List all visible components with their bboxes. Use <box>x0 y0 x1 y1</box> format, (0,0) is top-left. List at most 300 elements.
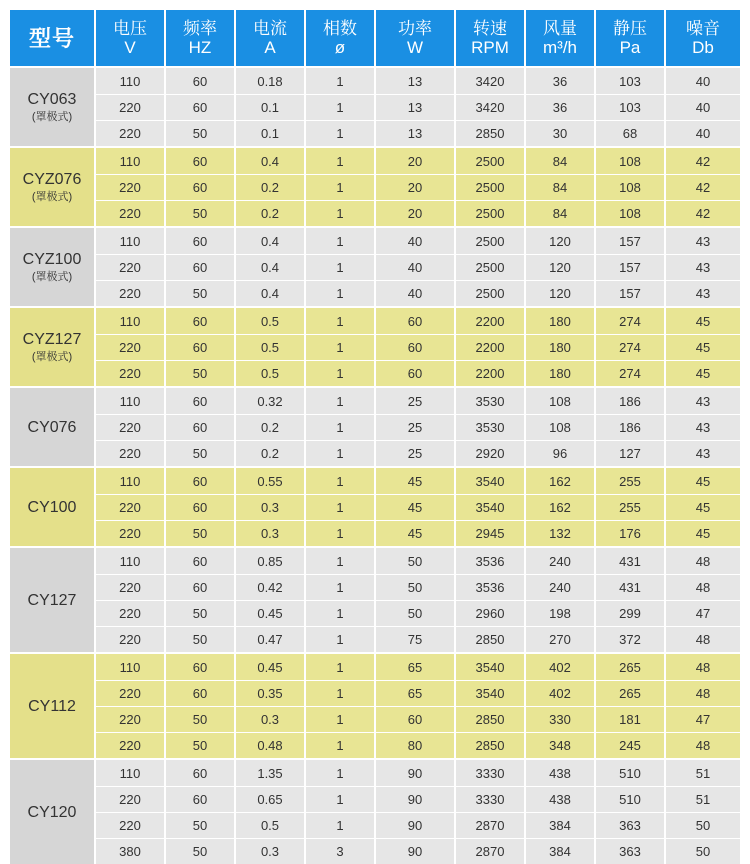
header-noise-name: 噪音 <box>686 19 720 38</box>
header-voltage-unit: V <box>124 38 136 57</box>
cell-power: 90 <box>376 838 454 864</box>
cell-airflow: 162 <box>526 494 594 520</box>
cell-speed: 3540 <box>456 680 524 706</box>
cell-airflow: 240 <box>526 548 594 574</box>
model-name: CY076 <box>27 418 77 436</box>
cell-noise: 45 <box>666 360 740 386</box>
cell-current: 0.3 <box>236 494 304 520</box>
header-airflow <box>526 10 594 66</box>
cell-speed: 3540 <box>456 654 524 680</box>
cell-phase: 1 <box>306 280 374 306</box>
cell-static-pressure: 255 <box>596 468 664 494</box>
cell-airflow: 270 <box>526 626 594 652</box>
header-current-unit: A <box>264 38 276 57</box>
header-speed <box>456 10 524 66</box>
cell-frequency: 60 <box>166 494 234 520</box>
cell-power: 75 <box>376 626 454 652</box>
cell-power: 40 <box>376 280 454 306</box>
cell-frequency: 60 <box>166 228 234 254</box>
header-phase-name: 相数 <box>323 19 357 38</box>
cell-frequency: 50 <box>166 200 234 226</box>
cell-static-pressure: 265 <box>596 654 664 680</box>
cell-current: 0.5 <box>236 308 304 334</box>
cell-static-pressure: 68 <box>596 120 664 146</box>
cell-phase: 1 <box>306 600 374 626</box>
cell-static-pressure: 363 <box>596 838 664 864</box>
cell-phase: 1 <box>306 680 374 706</box>
cell-airflow: 348 <box>526 732 594 758</box>
cell-voltage: 220 <box>96 600 164 626</box>
cell-current: 0.65 <box>236 786 304 812</box>
cell-airflow: 30 <box>526 120 594 146</box>
cell-speed: 2200 <box>456 334 524 360</box>
model-group <box>10 468 740 546</box>
cell-frequency: 50 <box>166 812 234 838</box>
cell-noise: 47 <box>666 600 740 626</box>
cell-phase: 1 <box>306 200 374 226</box>
cell-current: 0.32 <box>236 388 304 414</box>
cell-static-pressure: 186 <box>596 388 664 414</box>
cell-speed: 3536 <box>456 548 524 574</box>
cell-phase: 1 <box>306 120 374 146</box>
header-speed-name: 转速 <box>473 19 507 38</box>
cell-noise: 42 <box>666 148 740 174</box>
header-current-name: 电流 <box>253 19 287 38</box>
cell-noise: 43 <box>666 388 740 414</box>
cell-phase: 1 <box>306 494 374 520</box>
cell-power: 45 <box>376 494 454 520</box>
cell-airflow: 402 <box>526 654 594 680</box>
cell-voltage: 110 <box>96 228 164 254</box>
cell-static-pressure: 127 <box>596 440 664 466</box>
model-cell <box>10 468 94 546</box>
cell-noise: 43 <box>666 414 740 440</box>
cell-noise: 45 <box>666 494 740 520</box>
cell-frequency: 60 <box>166 68 234 94</box>
cell-frequency: 60 <box>166 654 234 680</box>
model-name: CYZ127 <box>22 331 82 348</box>
cell-static-pressure: 186 <box>596 414 664 440</box>
cell-current: 0.47 <box>236 626 304 652</box>
cell-speed: 2500 <box>456 148 524 174</box>
model-cell <box>10 654 94 758</box>
cell-voltage: 220 <box>96 706 164 732</box>
cell-static-pressure: 431 <box>596 574 664 600</box>
cell-phase: 1 <box>306 520 374 546</box>
cell-airflow: 402 <box>526 680 594 706</box>
cell-noise: 43 <box>666 440 740 466</box>
cell-airflow: 180 <box>526 360 594 386</box>
cell-speed: 2500 <box>456 174 524 200</box>
cell-noise: 40 <box>666 68 740 94</box>
cell-noise: 48 <box>666 626 740 652</box>
cell-noise: 43 <box>666 228 740 254</box>
cell-airflow: 120 <box>526 228 594 254</box>
cell-phase: 1 <box>306 760 374 786</box>
header-static-pressure-unit: Pa <box>619 38 641 57</box>
cell-frequency: 60 <box>166 680 234 706</box>
model-group <box>10 654 740 758</box>
cell-airflow: 36 <box>526 94 594 120</box>
cell-voltage: 110 <box>96 468 164 494</box>
header-phase <box>306 10 374 66</box>
cell-phase: 1 <box>306 732 374 758</box>
cell-frequency: 60 <box>166 414 234 440</box>
cell-noise: 45 <box>666 520 740 546</box>
cell-phase: 1 <box>306 468 374 494</box>
cell-power: 90 <box>376 786 454 812</box>
cell-speed: 2850 <box>456 626 524 652</box>
cell-static-pressure: 265 <box>596 680 664 706</box>
cell-phase: 1 <box>306 254 374 280</box>
header-frequency-unit: HZ <box>188 38 212 57</box>
cell-phase: 1 <box>306 626 374 652</box>
cell-current: 1.35 <box>236 760 304 786</box>
header-frequency-name: 频率 <box>183 19 217 38</box>
cell-frequency: 50 <box>166 626 234 652</box>
cell-voltage: 220 <box>96 494 164 520</box>
cell-frequency: 60 <box>166 334 234 360</box>
cell-phase: 1 <box>306 360 374 386</box>
cell-airflow: 384 <box>526 838 594 864</box>
cell-speed: 2945 <box>456 520 524 546</box>
cell-power: 25 <box>376 388 454 414</box>
cell-power: 65 <box>376 680 454 706</box>
cell-speed: 2200 <box>456 360 524 386</box>
cell-voltage: 220 <box>96 414 164 440</box>
cell-current: 0.1 <box>236 94 304 120</box>
cell-frequency: 50 <box>166 520 234 546</box>
model-subtitle: (罩极式) <box>31 111 73 123</box>
model-group <box>10 68 740 146</box>
cell-voltage: 110 <box>96 548 164 574</box>
cell-current: 0.5 <box>236 334 304 360</box>
cell-airflow: 84 <box>526 174 594 200</box>
cell-phase: 1 <box>306 94 374 120</box>
cell-static-pressure: 274 <box>596 360 664 386</box>
cell-speed: 2850 <box>456 120 524 146</box>
cell-power: 25 <box>376 414 454 440</box>
model-name: CY112 <box>28 697 76 715</box>
cell-static-pressure: 274 <box>596 334 664 360</box>
header-voltage-name: 电压 <box>113 19 147 38</box>
cell-speed: 3420 <box>456 94 524 120</box>
cell-frequency: 50 <box>166 120 234 146</box>
cell-noise: 51 <box>666 760 740 786</box>
cell-airflow: 198 <box>526 600 594 626</box>
cell-frequency: 60 <box>166 468 234 494</box>
model-cell <box>10 68 94 146</box>
cell-static-pressure: 103 <box>596 68 664 94</box>
cell-static-pressure: 103 <box>596 94 664 120</box>
header-static-pressure <box>596 10 664 66</box>
cell-noise: 51 <box>666 786 740 812</box>
cell-power: 90 <box>376 760 454 786</box>
cell-speed: 3420 <box>456 68 524 94</box>
cell-airflow: 84 <box>526 148 594 174</box>
model-group <box>10 760 740 864</box>
cell-static-pressure: 299 <box>596 600 664 626</box>
cell-speed: 3530 <box>456 388 524 414</box>
cell-speed: 3330 <box>456 786 524 812</box>
cell-voltage: 220 <box>96 812 164 838</box>
cell-phase: 1 <box>306 174 374 200</box>
cell-noise: 48 <box>666 732 740 758</box>
cell-current: 0.4 <box>236 148 304 174</box>
spec-table <box>10 10 740 864</box>
header-airflow-name: 风量 <box>543 19 577 38</box>
cell-noise: 48 <box>666 574 740 600</box>
cell-frequency: 50 <box>166 732 234 758</box>
cell-phase: 1 <box>306 228 374 254</box>
cell-phase: 1 <box>306 440 374 466</box>
model-cell <box>10 388 94 466</box>
cell-frequency: 60 <box>166 174 234 200</box>
cell-power: 50 <box>376 600 454 626</box>
cell-speed: 3540 <box>456 468 524 494</box>
header-power-name: 功率 <box>398 19 432 38</box>
cell-airflow: 438 <box>526 786 594 812</box>
cell-noise: 48 <box>666 548 740 574</box>
cell-frequency: 50 <box>166 440 234 466</box>
cell-frequency: 50 <box>166 360 234 386</box>
model-group <box>10 548 740 652</box>
model-cell <box>10 548 94 652</box>
cell-power: 20 <box>376 174 454 200</box>
cell-power: 50 <box>376 574 454 600</box>
cell-speed: 2500 <box>456 228 524 254</box>
cell-phase: 1 <box>306 148 374 174</box>
cell-phase: 1 <box>306 308 374 334</box>
model-subtitle: (罩极式) <box>31 191 73 203</box>
cell-static-pressure: 157 <box>596 228 664 254</box>
cell-frequency: 60 <box>166 254 234 280</box>
cell-current: 0.35 <box>236 680 304 706</box>
header-static-pressure-name: 静压 <box>613 19 647 38</box>
cell-frequency: 60 <box>166 388 234 414</box>
header-power <box>376 10 454 66</box>
cell-frequency: 60 <box>166 148 234 174</box>
cell-current: 0.18 <box>236 68 304 94</box>
cell-noise: 40 <box>666 94 740 120</box>
cell-power: 90 <box>376 812 454 838</box>
table-body <box>10 68 740 864</box>
header-phase-unit: ø <box>334 38 346 57</box>
cell-current: 0.4 <box>236 254 304 280</box>
cell-airflow: 384 <box>526 812 594 838</box>
cell-current: 0.4 <box>236 280 304 306</box>
cell-voltage: 220 <box>96 334 164 360</box>
cell-static-pressure: 510 <box>596 760 664 786</box>
cell-static-pressure: 176 <box>596 520 664 546</box>
cell-noise: 50 <box>666 838 740 864</box>
cell-noise: 47 <box>666 706 740 732</box>
cell-speed: 3540 <box>456 494 524 520</box>
cell-voltage: 220 <box>96 360 164 386</box>
cell-static-pressure: 108 <box>596 200 664 226</box>
cell-frequency: 50 <box>166 280 234 306</box>
cell-voltage: 110 <box>96 308 164 334</box>
header-frequency <box>166 10 234 66</box>
table-header <box>10 10 740 66</box>
cell-speed: 2200 <box>456 308 524 334</box>
cell-speed: 2920 <box>456 440 524 466</box>
cell-power: 20 <box>376 148 454 174</box>
cell-static-pressure: 255 <box>596 494 664 520</box>
cell-voltage: 220 <box>96 120 164 146</box>
cell-power: 60 <box>376 360 454 386</box>
cell-voltage: 110 <box>96 148 164 174</box>
cell-airflow: 120 <box>526 280 594 306</box>
cell-speed: 2850 <box>456 732 524 758</box>
cell-phase: 1 <box>306 654 374 680</box>
cell-current: 0.48 <box>236 732 304 758</box>
cell-static-pressure: 157 <box>596 280 664 306</box>
header-model: 型号 <box>10 10 94 66</box>
header-airflow-unit: m³/h <box>543 38 577 57</box>
model-cell <box>10 148 94 226</box>
cell-static-pressure: 157 <box>596 254 664 280</box>
cell-noise: 45 <box>666 308 740 334</box>
cell-static-pressure: 372 <box>596 626 664 652</box>
cell-voltage: 110 <box>96 760 164 786</box>
model-name: CY127 <box>27 591 77 609</box>
cell-power: 45 <box>376 468 454 494</box>
cell-noise: 48 <box>666 680 740 706</box>
cell-voltage: 220 <box>96 174 164 200</box>
cell-frequency: 50 <box>166 600 234 626</box>
cell-airflow: 438 <box>526 760 594 786</box>
cell-speed: 2500 <box>456 200 524 226</box>
cell-voltage: 380 <box>96 838 164 864</box>
cell-airflow: 36 <box>526 68 594 94</box>
cell-frequency: 60 <box>166 786 234 812</box>
cell-speed: 2500 <box>456 254 524 280</box>
cell-power: 60 <box>376 706 454 732</box>
cell-power: 13 <box>376 120 454 146</box>
cell-static-pressure: 108 <box>596 148 664 174</box>
cell-noise: 48 <box>666 654 740 680</box>
model-name: CYZ100 <box>22 251 82 268</box>
header-noise <box>666 10 740 66</box>
model-name: CY100 <box>27 498 77 516</box>
cell-airflow: 84 <box>526 200 594 226</box>
cell-airflow: 132 <box>526 520 594 546</box>
cell-current: 0.42 <box>236 574 304 600</box>
cell-voltage: 220 <box>96 94 164 120</box>
cell-frequency: 50 <box>166 706 234 732</box>
cell-noise: 45 <box>666 468 740 494</box>
cell-current: 0.45 <box>236 654 304 680</box>
cell-power: 60 <box>376 308 454 334</box>
cell-airflow: 180 <box>526 334 594 360</box>
cell-static-pressure: 181 <box>596 706 664 732</box>
cell-noise: 42 <box>666 200 740 226</box>
cell-current: 0.85 <box>236 548 304 574</box>
cell-current: 0.2 <box>236 414 304 440</box>
header-current <box>236 10 304 66</box>
header-power-unit: W <box>406 38 424 57</box>
cell-power: 40 <box>376 254 454 280</box>
cell-power: 40 <box>376 228 454 254</box>
cell-frequency: 60 <box>166 308 234 334</box>
cell-current: 0.3 <box>236 520 304 546</box>
cell-noise: 43 <box>666 254 740 280</box>
model-name: CY120 <box>27 803 77 821</box>
cell-phase: 1 <box>306 414 374 440</box>
cell-airflow: 240 <box>526 574 594 600</box>
cell-phase: 1 <box>306 812 374 838</box>
cell-static-pressure: 510 <box>596 786 664 812</box>
cell-airflow: 96 <box>526 440 594 466</box>
model-subtitle: (罩极式) <box>31 351 73 363</box>
cell-power: 20 <box>376 200 454 226</box>
cell-phase: 1 <box>306 574 374 600</box>
cell-current: 0.2 <box>236 440 304 466</box>
cell-voltage: 220 <box>96 680 164 706</box>
cell-voltage: 220 <box>96 440 164 466</box>
cell-static-pressure: 108 <box>596 174 664 200</box>
cell-speed: 3530 <box>456 414 524 440</box>
cell-speed: 2850 <box>456 706 524 732</box>
cell-static-pressure: 274 <box>596 308 664 334</box>
cell-airflow: 108 <box>526 388 594 414</box>
cell-current: 0.2 <box>236 200 304 226</box>
cell-noise: 42 <box>666 174 740 200</box>
model-group <box>10 308 740 386</box>
cell-power: 65 <box>376 654 454 680</box>
cell-current: 0.5 <box>236 360 304 386</box>
cell-frequency: 60 <box>166 574 234 600</box>
cell-power: 45 <box>376 520 454 546</box>
cell-noise: 45 <box>666 334 740 360</box>
model-group <box>10 148 740 226</box>
cell-voltage: 110 <box>96 654 164 680</box>
cell-frequency: 60 <box>166 760 234 786</box>
cell-phase: 3 <box>306 838 374 864</box>
cell-static-pressure: 363 <box>596 812 664 838</box>
cell-current: 0.3 <box>236 706 304 732</box>
model-cell <box>10 228 94 306</box>
header-noise-unit: Db <box>692 38 714 57</box>
cell-current: 0.1 <box>236 120 304 146</box>
cell-speed: 2960 <box>456 600 524 626</box>
cell-phase: 1 <box>306 786 374 812</box>
cell-voltage: 220 <box>96 254 164 280</box>
cell-speed: 2870 <box>456 838 524 864</box>
cell-phase: 1 <box>306 706 374 732</box>
cell-speed: 2500 <box>456 280 524 306</box>
cell-voltage: 220 <box>96 574 164 600</box>
cell-voltage: 220 <box>96 200 164 226</box>
cell-noise: 40 <box>666 120 740 146</box>
cell-phase: 1 <box>306 334 374 360</box>
cell-static-pressure: 431 <box>596 548 664 574</box>
cell-current: 0.4 <box>236 228 304 254</box>
model-subtitle: (罩极式) <box>31 271 73 283</box>
model-name: CY063 <box>27 91 77 108</box>
cell-voltage: 220 <box>96 280 164 306</box>
model-group <box>10 228 740 306</box>
cell-frequency: 50 <box>166 838 234 864</box>
cell-voltage: 110 <box>96 388 164 414</box>
header-voltage <box>96 10 164 66</box>
cell-power: 50 <box>376 548 454 574</box>
cell-voltage: 110 <box>96 68 164 94</box>
cell-voltage: 220 <box>96 520 164 546</box>
model-cell <box>10 760 94 864</box>
cell-power: 13 <box>376 68 454 94</box>
